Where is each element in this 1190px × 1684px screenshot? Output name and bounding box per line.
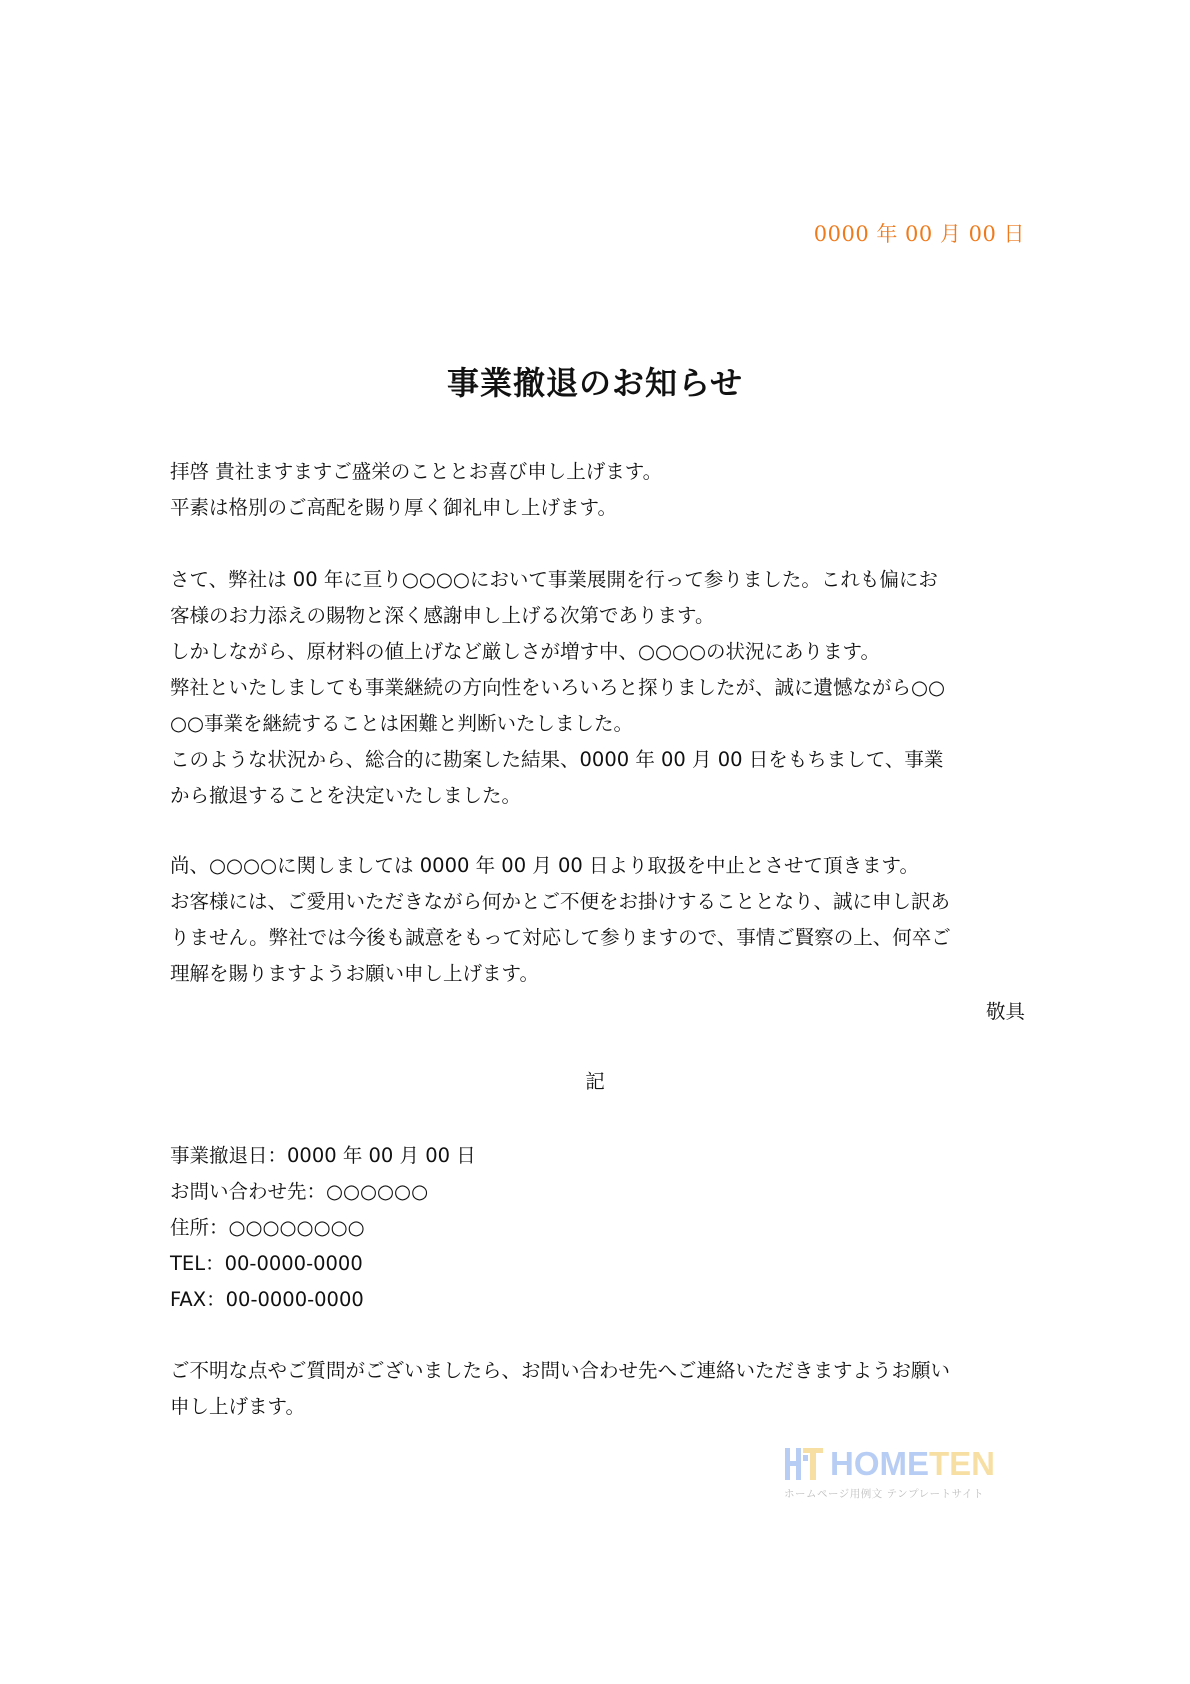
hometen-tagline: ホームページ用例文 テンプレートサイト <box>784 1488 984 1500</box>
body-line: から撤退することを決定いたしました。 <box>170 784 522 807</box>
greeting-line: 拝啓 貴社ますますご盛栄のこととお喜び申し上げます。 <box>170 460 663 483</box>
body-line: ○○事業を継続することは困難と判断いたしました。 <box>170 712 634 735</box>
body-line: さて、弊社は 00 年に亘り○○○○において事業展開を行って参りました。これも偏にお <box>170 568 938 591</box>
detail-withdrawal-date: 事業撤退日：0000 年 00 月 00 日 <box>170 1144 476 1167</box>
body-paragraph-2 <box>170 848 1030 992</box>
brand-home: HOME <box>830 1445 929 1482</box>
document-title: 事業撤退のお知らせ <box>446 364 744 402</box>
ki-heading: 記 <box>585 1070 605 1093</box>
body-line: 尚、○○○○に関しましては 0000 年 00 月 00 日より取扱を中止とさせて頂きます。 <box>170 854 919 877</box>
footer-line: 申し上げます。 <box>170 1395 305 1418</box>
closing-keigu: 敬具 <box>985 1000 1025 1023</box>
body-line: 理解を賜りますようお願い申し上げます。 <box>170 962 539 985</box>
footer-paragraph <box>170 1353 1030 1425</box>
detail-address: 住所：○○○○○○○○ <box>170 1216 365 1239</box>
body-line: お客様には、ご愛用いただきながら何かとご不便をお掛けすることとなり、誠に申し訳あ <box>170 890 951 913</box>
detail-tel: TEL：00-0000-0000 <box>170 1252 363 1275</box>
body-line: このような状況から、総合的に勘案した結果、0000 年 00 月 00 日をもちまして、事業 <box>170 748 944 771</box>
document-date: 0000 年 00 月 00 日 <box>813 222 1025 246</box>
greeting-line: 平素は格別のご高配を賜り厚く御礼申し上げます。 <box>170 496 617 519</box>
body-paragraph-1 <box>170 562 1030 814</box>
hometen-brand <box>830 1446 995 1482</box>
detail-contact: お問い合わせ先：○○○○○○ <box>170 1180 429 1203</box>
details-list <box>170 1138 1030 1318</box>
body-line: りません。弊社では今後も誠意をもって対応して参りますので、事情ご賢察の上、何卒ご <box>170 926 951 949</box>
body-line: しかしながら、原材料の値上げなど厳しさが増す中、○○○○の状況にあります。 <box>170 640 880 663</box>
hometen-watermark-logo <box>784 1444 1014 1504</box>
footer-line: ご不明な点やご質問がございましたら、お問い合わせ先へご連絡いただきますようお願い <box>170 1359 951 1382</box>
hometen-logo-icon <box>784 1446 824 1482</box>
body-line: 客様のお力添えの賜物と深く感謝申し上げる次第であります。 <box>170 604 715 627</box>
brand-ten: TEN <box>929 1445 995 1482</box>
greeting-paragraph <box>170 454 1030 526</box>
body-line: 弊社といたしましても事業継続の方向性をいろいろと探りましたが、誠に遺憾ながら○○ <box>170 676 946 699</box>
detail-fax: FAX：00-0000-0000 <box>170 1288 364 1311</box>
